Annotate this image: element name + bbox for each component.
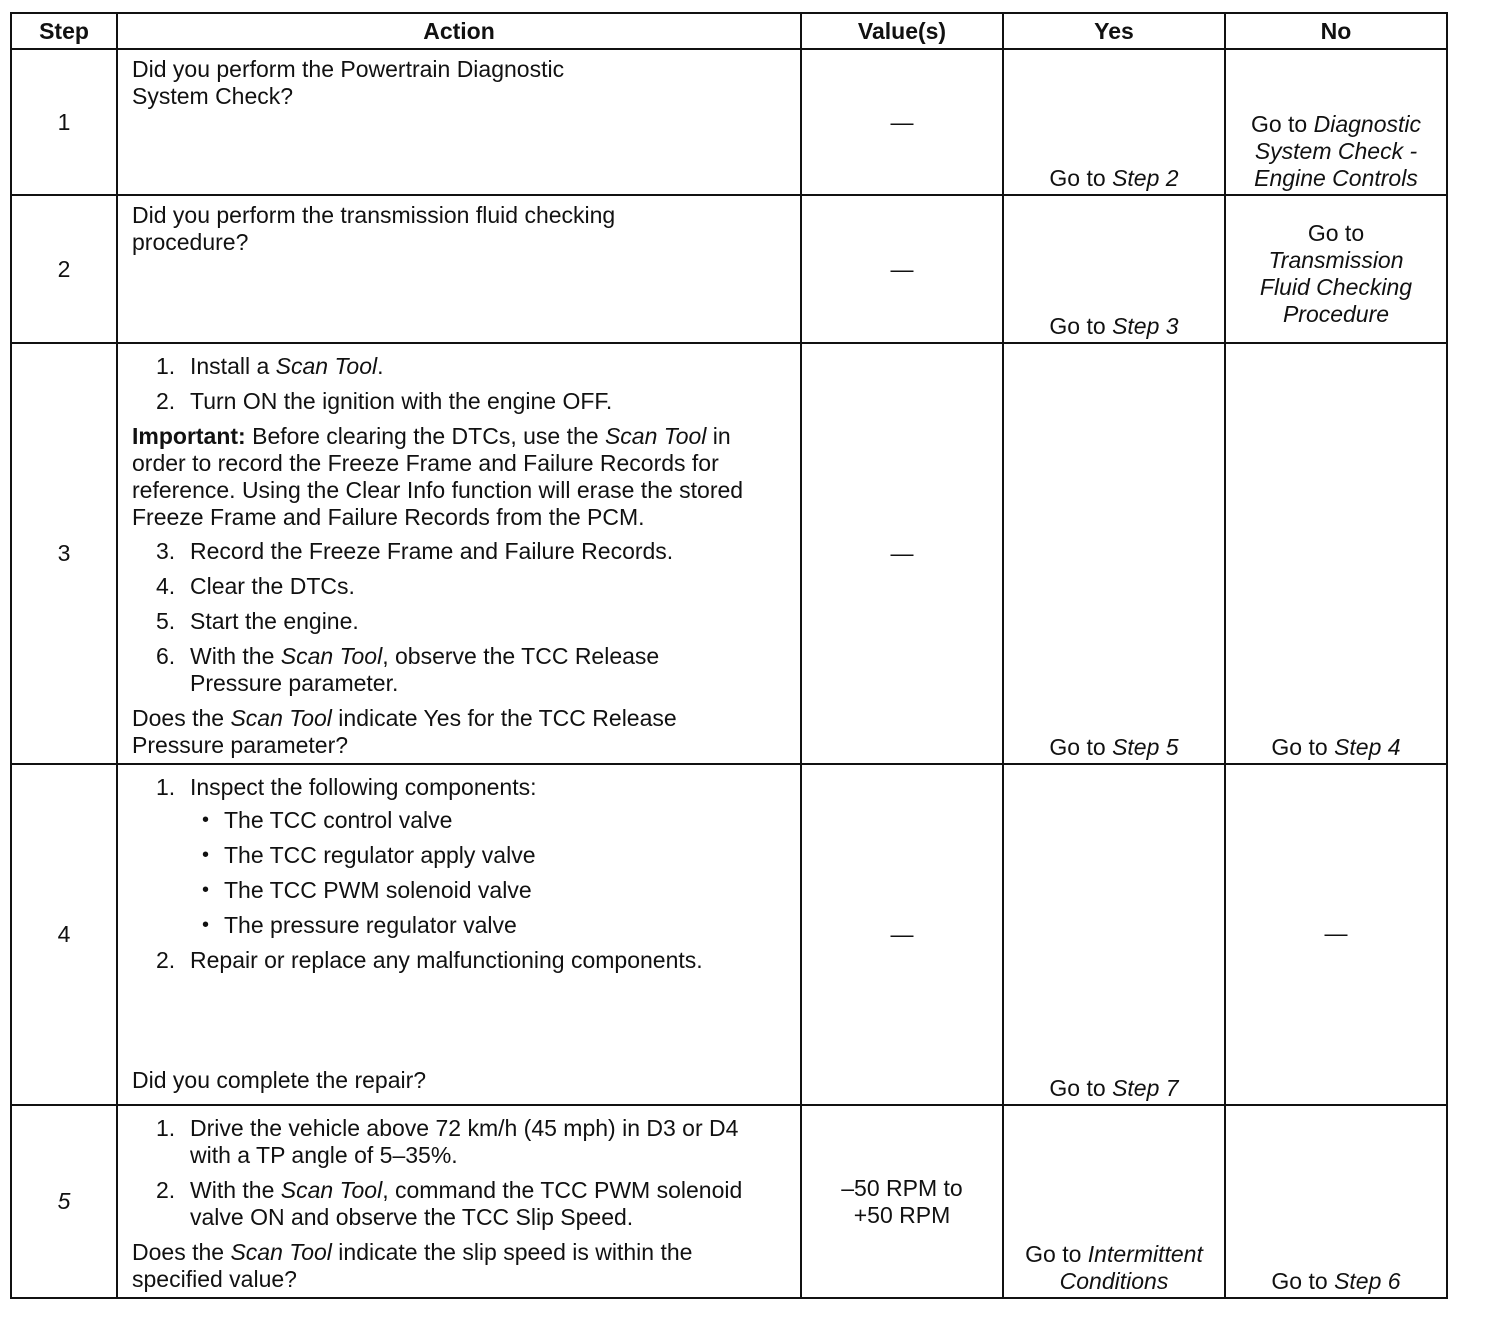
value-line: +50 RPM (853, 1201, 951, 1228)
yes-link: Intermittent Conditions (1059, 1241, 1203, 1294)
list-item (132, 538, 790, 565)
value-cell: — (801, 343, 1003, 764)
no-cell (1225, 1105, 1447, 1298)
no-link: Step 4 (1334, 734, 1401, 760)
action-cell (117, 1105, 801, 1298)
no-prefix: Go to (1250, 111, 1314, 137)
table-row (11, 195, 1447, 343)
item-text-post: . (377, 353, 384, 379)
no-prefix: Go to (1271, 1268, 1335, 1294)
no-cell (1225, 195, 1447, 343)
header-no: No (1225, 13, 1447, 49)
item-text: With the (190, 643, 281, 669)
value-cell (801, 1105, 1003, 1298)
question-pre: Does the (132, 705, 231, 731)
list-item (132, 1177, 790, 1231)
question-text (132, 1239, 790, 1293)
step-number: 4 (11, 764, 117, 1105)
item-number: 3. (156, 538, 176, 564)
item-number: 1. (156, 774, 176, 800)
item-number: 6. (156, 643, 176, 669)
item-text: Inspect the following components: (190, 774, 537, 800)
bullet-list (190, 807, 790, 939)
yes-prefix: Go to (1049, 734, 1113, 760)
step-list (132, 1115, 790, 1231)
table-row (11, 343, 1447, 764)
no-cell (1225, 343, 1447, 764)
no-link: Transmission Fluid Checking Procedure (1259, 247, 1413, 327)
bullet-item: • The pressure regulator valve (190, 912, 790, 939)
bullet-item: • The TCC regulator apply valve (190, 842, 790, 869)
value-cell: — (801, 195, 1003, 343)
list-item (132, 608, 790, 635)
item-number: 1. (156, 1115, 176, 1141)
no-link: Step 6 (1334, 1268, 1401, 1294)
item-text: Drive the vehicle above 72 km/h (45 mph) in D3 or D4 with a TP angle of 5–35%. (190, 1115, 739, 1168)
list-item (132, 573, 790, 600)
header-action: Action (117, 13, 801, 49)
question-text (132, 705, 790, 759)
item-text-post: , command the TCC PWM solenoid valve ON and observe the TCC Slip Speed. (190, 1177, 743, 1230)
item-number: 2. (156, 388, 176, 414)
item-number: 5. (156, 608, 176, 634)
no-cell: — (1225, 764, 1447, 1105)
question-italic: Scan Tool (230, 1239, 332, 1265)
yes-cell (1003, 1105, 1225, 1298)
item-number: 2. (156, 947, 176, 973)
yes-link: Step 3 (1112, 313, 1179, 339)
action-wrap (132, 774, 790, 1100)
list-item (132, 353, 790, 380)
value-cell: — (801, 49, 1003, 195)
question-post: indicate the slip speed is within the specified value? (132, 1239, 693, 1292)
yes-prefix: Go to (1025, 1241, 1088, 1267)
yes-link: Step 2 (1112, 165, 1179, 191)
item-text-post: , observe the TCC Release Pressure parameter. (190, 643, 660, 696)
bullet-item: • The TCC PWM solenoid valve (190, 877, 790, 904)
list-item (132, 1115, 790, 1169)
question-post: indicate Yes for the TCC Release Pressure parameter? (132, 705, 677, 758)
yes-prefix: Go to (1049, 313, 1113, 339)
bullet-item: • The TCC control valve (190, 807, 790, 834)
yes-link: Step 5 (1112, 734, 1179, 760)
question-italic: Scan Tool (230, 705, 332, 731)
step-number: 2 (11, 195, 117, 343)
step-number: 3 (11, 343, 117, 764)
important-label: Important: (132, 423, 246, 449)
important-note (132, 423, 790, 531)
yes-cell (1003, 764, 1225, 1105)
item-text: Repair or replace any malfunctioning components. (190, 947, 703, 973)
action-text: Did you perform the Powertrain Diagnostic System Check? (132, 56, 565, 109)
header-step: Step (11, 13, 117, 49)
action-cell (117, 343, 801, 764)
yes-prefix: Go to (1049, 165, 1113, 191)
important-italic: Scan Tool (604, 423, 707, 449)
no-prefix: Go to (1307, 220, 1365, 246)
table-row (11, 764, 1447, 1105)
item-number: 4. (156, 573, 176, 599)
item-number: 1. (156, 353, 176, 379)
question-pre: Does the (132, 1239, 231, 1265)
header-values: Value(s) (801, 13, 1003, 49)
action-text: Did you perform the transmission fluid checking procedure? (132, 202, 616, 255)
list-item (132, 774, 790, 939)
item-text: Start the engine. (190, 608, 359, 634)
action-cell (117, 49, 801, 195)
header-row (11, 13, 1447, 49)
list-item (132, 643, 790, 697)
item-number: 2. (156, 1177, 176, 1203)
table-row (11, 1105, 1447, 1298)
item-italic: Scan Tool (275, 353, 378, 379)
no-link: Diagnostic System Check - Engine Controls (1254, 111, 1422, 191)
yes-prefix: Go to (1049, 1075, 1113, 1101)
question-text: Did you complete the repair? (132, 1067, 427, 1093)
item-italic: Scan Tool (280, 1177, 383, 1203)
action-cell (117, 764, 801, 1105)
step-list (132, 353, 790, 415)
yes-link: Step 7 (1112, 1075, 1179, 1101)
item-text: Turn ON the ignition with the engine OFF. (190, 388, 613, 414)
diagnostic-table (10, 12, 1448, 1299)
action-cell (117, 195, 801, 343)
yes-cell (1003, 195, 1225, 343)
item-text: Install a (190, 353, 276, 379)
step-list (132, 538, 790, 697)
no-prefix: Go to (1271, 734, 1335, 760)
item-text: With the (190, 1177, 281, 1203)
item-text: Clear the DTCs. (190, 573, 355, 599)
item-text: Record the Freeze Frame and Failure Records. (190, 538, 674, 564)
yes-cell (1003, 49, 1225, 195)
step-number: 1 (11, 49, 117, 195)
table-row (11, 49, 1447, 195)
item-italic: Scan Tool (280, 643, 383, 669)
value-line: –50 RPM to (841, 1174, 963, 1201)
list-item (132, 388, 790, 415)
no-cell (1225, 49, 1447, 195)
important-text: Before clearing the DTCs, use the (245, 423, 605, 449)
header-yes: Yes (1003, 13, 1225, 49)
list-item (132, 947, 790, 974)
step-number: 5 (11, 1105, 117, 1298)
important-text-post: in order to record the Freeze Frame and Failure Records for reference. Using the Clear Info function will erase the stored Freeze Frame and Failure Records from the PCM. (132, 423, 744, 530)
yes-cell (1003, 343, 1225, 764)
value-cell: — (801, 764, 1003, 1105)
step-list (132, 774, 790, 974)
